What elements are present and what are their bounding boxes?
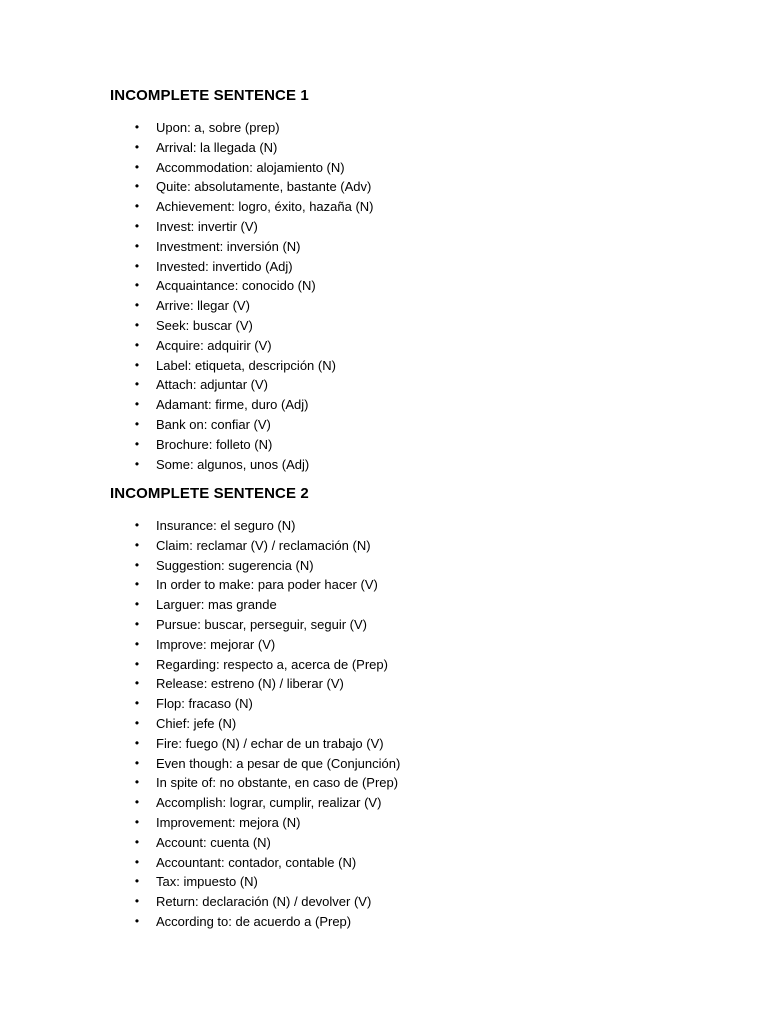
bullet-icon: • bbox=[134, 715, 140, 730]
list-item bbox=[110, 853, 710, 873]
term-text: Brochure: folleto (N) bbox=[156, 436, 273, 452]
list-item bbox=[110, 296, 710, 316]
bullet-icon: • bbox=[134, 238, 140, 253]
term-text: Tax: impuesto (N) bbox=[156, 874, 258, 890]
list-item bbox=[110, 536, 710, 556]
term-text: Accommodation: alojamiento (N) bbox=[156, 159, 345, 175]
term-text: Improve: mejorar (V) bbox=[156, 636, 276, 652]
bullet-icon: • bbox=[134, 874, 140, 889]
term-text: Bank on: confiar (V) bbox=[156, 416, 271, 432]
bullet-icon: • bbox=[134, 120, 140, 134]
list-item bbox=[110, 892, 710, 912]
list-item bbox=[110, 912, 710, 932]
bullet-icon: • bbox=[134, 258, 140, 273]
term-text: Achievement: logro, éxito, hazaña (N) bbox=[156, 199, 374, 215]
list-item bbox=[110, 197, 710, 217]
list-item bbox=[110, 773, 710, 793]
bullet-icon: • bbox=[134, 814, 140, 829]
section-heading-2: INCOMPLETE SENTENCE 2 bbox=[110, 485, 309, 502]
term-text: Insurance: el seguro (N) bbox=[156, 518, 296, 533]
bullet-icon: • bbox=[134, 179, 140, 194]
list-item bbox=[110, 694, 710, 714]
list-item bbox=[110, 813, 710, 833]
term-text: Accountant: contador, contable (N) bbox=[156, 854, 357, 870]
bullet-icon: • bbox=[134, 676, 140, 691]
bullet-icon: • bbox=[134, 298, 140, 313]
term-text: Account: cuenta (N) bbox=[156, 834, 271, 850]
bullet-icon: • bbox=[134, 397, 140, 412]
bullet-icon: • bbox=[134, 337, 140, 352]
term-text: Pursue: buscar, perseguir, seguir (V) bbox=[156, 616, 367, 632]
bullet-icon: • bbox=[134, 416, 140, 431]
list-item bbox=[110, 375, 710, 395]
section-heading-1: INCOMPLETE SENTENCE 1 bbox=[110, 87, 309, 104]
bullet-icon: • bbox=[134, 854, 140, 869]
list-item bbox=[110, 395, 710, 415]
list-item bbox=[110, 237, 710, 257]
list-item bbox=[110, 674, 710, 694]
bullet-icon: • bbox=[134, 894, 140, 909]
term-text: Claim: reclamar (V) / reclamación (N) bbox=[156, 537, 371, 553]
term-text: Return: declaración (N) / devolver (V) bbox=[156, 894, 372, 910]
list-item bbox=[110, 516, 710, 536]
bullet-icon: • bbox=[134, 357, 140, 372]
term-text: According to: de acuerdo a (Prep) bbox=[156, 913, 352, 929]
list-item bbox=[110, 833, 710, 853]
list-item bbox=[110, 276, 710, 296]
bullet-icon: • bbox=[134, 656, 140, 671]
term-text: Adamant: firme, duro (Adj) bbox=[156, 397, 309, 413]
term-text: In order to make: para poder hacer (V) bbox=[156, 577, 378, 593]
list-item bbox=[110, 556, 710, 576]
bullet-icon: • bbox=[134, 537, 140, 552]
bullet-icon: • bbox=[134, 278, 140, 293]
list-item bbox=[110, 754, 710, 774]
list-item bbox=[110, 118, 710, 138]
bullet-icon: • bbox=[134, 597, 140, 612]
list-item bbox=[110, 158, 710, 178]
term-text: Arrive: llegar (V) bbox=[156, 298, 250, 314]
term-text: Acquaintance: conocido (N) bbox=[156, 278, 316, 294]
list-item bbox=[110, 635, 710, 655]
bullet-icon: • bbox=[134, 834, 140, 849]
bullet-icon: • bbox=[134, 735, 140, 750]
term-text: Some: algunos, unos (Adj) bbox=[156, 456, 310, 472]
bullet-icon: • bbox=[134, 456, 140, 471]
term-text: Attach: adjuntar (V) bbox=[156, 377, 268, 393]
list-item bbox=[110, 714, 710, 734]
list-item bbox=[110, 575, 710, 595]
bullet-icon: • bbox=[134, 218, 140, 233]
bullet-icon: • bbox=[134, 913, 140, 928]
list-item bbox=[110, 734, 710, 754]
list-item bbox=[110, 793, 710, 813]
term-text: In spite of: no obstante, en caso de (Prep) bbox=[156, 775, 399, 791]
term-text: Invested: invertido (Adj) bbox=[156, 258, 293, 274]
bullet-icon: • bbox=[134, 696, 140, 711]
bullet-icon: • bbox=[134, 775, 140, 790]
term-text: Suggestion: sugerencia (N) bbox=[156, 557, 314, 573]
term-text: Seek: buscar (V) bbox=[156, 317, 253, 333]
term-text: Invest: invertir (V) bbox=[156, 218, 258, 234]
bullet-icon: • bbox=[134, 199, 140, 214]
term-text: Arrival: la llegada (N) bbox=[156, 139, 278, 155]
term-text: Even though: a pesar de que (Conjunción) bbox=[156, 755, 401, 771]
list-item bbox=[110, 595, 710, 615]
bullet-icon: • bbox=[134, 139, 140, 154]
bullet-icon: • bbox=[134, 518, 140, 532]
bullet-icon: • bbox=[134, 377, 140, 392]
bullet-icon: • bbox=[134, 616, 140, 631]
term-text: Accomplish: lograr, cumplir, realizar (V) bbox=[156, 795, 382, 811]
list-item bbox=[110, 336, 710, 356]
list-item bbox=[110, 655, 710, 675]
list-item bbox=[110, 415, 710, 435]
bullet-icon: • bbox=[134, 436, 140, 451]
vocabulary-section-1 bbox=[110, 86, 710, 474]
list-item bbox=[110, 217, 710, 237]
term-text: Fire: fuego (N) / echar de un trabajo (V) bbox=[156, 735, 384, 751]
vocabulary-section-2 bbox=[110, 484, 710, 932]
list-item bbox=[110, 257, 710, 277]
term-text: Larguer: mas grande bbox=[156, 597, 277, 613]
vocabulary-list-2 bbox=[110, 516, 710, 932]
list-item bbox=[110, 615, 710, 635]
term-text: Regarding: respecto a, acerca de (Prep) bbox=[156, 656, 388, 672]
list-item bbox=[110, 455, 710, 475]
list-item bbox=[110, 177, 710, 197]
vocabulary-list-1 bbox=[110, 118, 710, 474]
term-text: Investment: inversión (N) bbox=[156, 238, 301, 254]
list-item bbox=[110, 138, 710, 158]
term-text: Label: etiqueta, descripción (N) bbox=[156, 357, 336, 373]
bullet-icon: • bbox=[134, 577, 140, 592]
bullet-icon: • bbox=[134, 159, 140, 174]
list-item bbox=[110, 435, 710, 455]
term-text: Improvement: mejora (N) bbox=[156, 814, 301, 830]
list-item bbox=[110, 872, 710, 892]
bullet-icon: • bbox=[134, 755, 140, 770]
bullet-icon: • bbox=[134, 636, 140, 651]
bullet-icon: • bbox=[134, 317, 140, 332]
bullet-icon: • bbox=[134, 557, 140, 572]
list-item bbox=[110, 316, 710, 336]
list-item bbox=[110, 356, 710, 376]
term-text: Chief: jefe (N) bbox=[156, 715, 237, 731]
term-text: Release: estreno (N) / liberar (V) bbox=[156, 676, 344, 692]
term-text: Quite: absolutamente, bastante (Adv) bbox=[156, 179, 372, 195]
bullet-icon: • bbox=[134, 795, 140, 810]
term-text: Acquire: adquirir (V) bbox=[156, 337, 272, 353]
term-text: Flop: fracaso (N) bbox=[156, 696, 253, 712]
term-text: Upon: a, sobre (prep) bbox=[156, 120, 280, 135]
